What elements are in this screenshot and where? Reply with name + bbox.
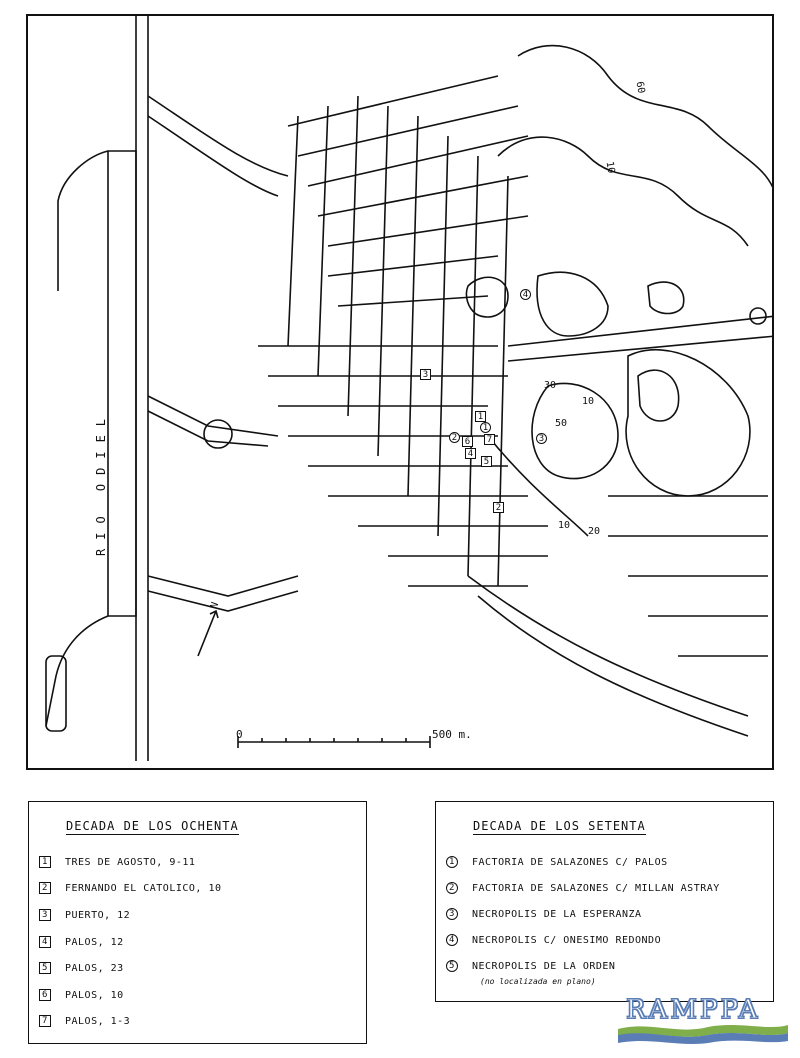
road-south [148, 576, 298, 611]
contour-hill-4 [537, 272, 608, 336]
contour-label: 10 [603, 160, 617, 175]
north-label: N [208, 600, 222, 611]
legend-item: 4 PALOS, 12 [39, 936, 124, 948]
scale-end-label: 500 m. [432, 728, 472, 741]
legend-note: (no localizada en plano) [480, 977, 596, 986]
streets-ns [288, 96, 508, 586]
city-map [26, 14, 774, 770]
dock-arm-south [46, 616, 108, 726]
legend-item: 2 FERNANDO EL CATOLICO, 10 [39, 882, 222, 894]
site-marker-80s-5[interactable]: 5 [481, 456, 492, 467]
roundabout [204, 420, 232, 448]
streets-ew [258, 346, 548, 586]
legend-item: 3 PUERTO, 12 [39, 909, 130, 921]
map-drawing [28, 16, 774, 770]
legend-item: 6 PALOS, 10 [39, 989, 124, 1001]
rampa-logo [618, 995, 788, 1045]
legend-item: 3 NECROPOLIS DE LA ESPERANZA [446, 908, 642, 920]
roundabout-east [750, 308, 766, 324]
streets-southeast [608, 496, 768, 656]
main-avenue [136, 16, 148, 761]
legend-item: 1 TRES DE AGOSTO, 9-11 [39, 856, 195, 868]
site-marker-70s-3[interactable]: 3 [536, 433, 547, 444]
dock-arm-north [58, 151, 108, 291]
site-marker-70s-2[interactable]: 2 [449, 432, 460, 443]
legend-seventies [435, 801, 774, 1002]
contour-hill-3 [532, 383, 618, 478]
contour-label: 60 [633, 80, 647, 95]
contour-hill-2 [638, 370, 679, 421]
site-marker-70s-4[interactable]: 4 [520, 289, 531, 300]
legend-item: 5 NECROPOLIS DE LA ORDEN [446, 960, 615, 972]
legend-item: 5 PALOS, 23 [39, 962, 124, 974]
contour-label: 50 [555, 418, 568, 429]
legend-item: 2 FACTORIA DE SALAZONES C/ MILLAN ASTRAY [446, 882, 720, 894]
scale-start-label: 0 [236, 728, 243, 741]
legend-item: 4 NECROPOLIS C/ ONESIMO REDONDO [446, 934, 661, 946]
legend-title: DECADA DE LOS SETENTA [473, 819, 646, 833]
legend-eighties [28, 801, 367, 1044]
legend-item: 7 PALOS, 1-3 [39, 1015, 130, 1027]
legend-item: 1 FACTORIA DE SALAZONES C/ PALOS [446, 856, 668, 868]
site-marker-70s-1[interactable]: 1 [480, 422, 491, 433]
contour-label: 20 [588, 526, 601, 537]
contour-hill-5 [648, 282, 684, 313]
road-ne [148, 96, 288, 196]
contour-10-20 [488, 436, 588, 536]
site-marker-80s-3[interactable]: 3 [420, 369, 431, 380]
contour-label: 30 [544, 380, 557, 391]
site-marker-80s-2[interactable]: 2 [493, 502, 504, 513]
road-east [508, 316, 774, 361]
contour-2 [498, 137, 748, 246]
site-marker-80s-1[interactable]: 1 [475, 411, 486, 422]
legend-title: DECADA DE LOS OCHENTA [66, 819, 239, 833]
river-label: RIO ODIEL [94, 409, 108, 556]
site-marker-80s-4[interactable]: 4 [465, 448, 476, 459]
site-marker-80s-7[interactable]: 7 [484, 434, 495, 445]
logo-text: RAMPPA [626, 995, 761, 1025]
contour-1 [518, 46, 774, 196]
contour-label: 10 [558, 520, 571, 531]
streets-north [288, 76, 528, 306]
scale-bar [238, 736, 430, 748]
site-marker-80s-6[interactable]: 6 [462, 436, 473, 447]
contour-label: 10 [582, 396, 595, 407]
jetty [46, 656, 66, 731]
north-arrow [198, 611, 218, 656]
